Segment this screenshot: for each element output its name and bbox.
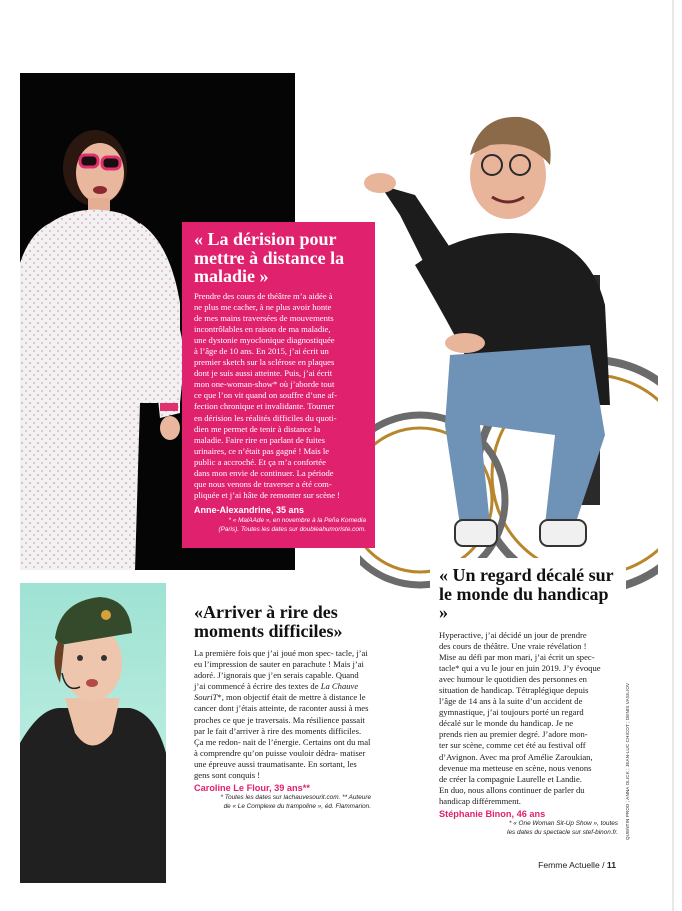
body-line: l’âge de 14 ans à la suite d’un accident de xyxy=(439,696,583,707)
photo-credit-text: QUENTIN PROD ; ANNA OLICK ; JEAN-LUC CHICOT ; DENIS VASILIOV xyxy=(625,682,630,840)
story-card-rire xyxy=(188,603,375,811)
body-line: gymnastique, j’ai toujours porté un regard xyxy=(439,707,584,718)
body-line: de mes mains traversées de mouvements xyxy=(194,312,334,323)
body-line: ce que l’on vit quand on souffre d’une af- xyxy=(194,390,338,401)
body-line: de créer la compagnie Laurelle et Landie. xyxy=(439,773,582,784)
story-card-derision xyxy=(182,222,375,548)
body-line: décalé sur le monde du handicap. Je ne xyxy=(439,718,574,729)
body-line: premier sketch sur la sclérose en plaques xyxy=(194,357,335,368)
footnote-line: * Toutes les dates sur lachauvesourit.com. ** Auteure xyxy=(220,794,371,802)
body-line: devenue ma metteuse en scène, nous venons xyxy=(439,762,592,773)
body-line: Hyperactive, j’ai décidé un jour de prendre xyxy=(439,629,587,640)
body-line: handicap différemment. xyxy=(439,795,521,806)
body-line: d’Avignon. Avec ma prof Amélie Zaroukian, xyxy=(439,751,593,762)
body-line: pliquée et j’ai hâte de remonter sur scène ! xyxy=(194,490,341,501)
body-line: à l’âge de 10 ans. En 2015, j’ai écrit un xyxy=(194,345,329,356)
body-line: des cours de théâtre. Une vraie révélation ! xyxy=(439,640,587,651)
page-footer xyxy=(538,860,616,870)
body-text: La première fois que j’ai joué mon spec- tacle, j’ai eu l’impression de sauter en parachute ! Mais j’ai adoré. J’ignorais que j’en serais capable. Quand j’ai commencé à écrire des textes de xyxy=(194,648,368,692)
page-number: 11 xyxy=(606,860,616,870)
body-line: que nous venons de traverser a été com- xyxy=(194,479,332,490)
body-line: Mise au défi par mon mari, j’ai écrit un spec- xyxy=(439,651,595,662)
body-line: urinaires, ce n’était pas gagné ! Mais le xyxy=(194,445,330,456)
photo-credit xyxy=(625,682,633,840)
story-footnote xyxy=(194,517,366,534)
story-body xyxy=(194,648,371,781)
story-signature: Caroline Le Flour, 39 ans** xyxy=(194,783,310,794)
body-line: prends rien au premier degré. J’adore mon- xyxy=(439,729,588,740)
story-card-handicap xyxy=(430,558,626,837)
footnote-line: * « MalAAde », en novembre à la Peña Komedia xyxy=(228,517,366,525)
body-line: mon one-woman-show* où j’aborde tout xyxy=(194,379,335,390)
story-signature: Stéphanie Binon, 46 ans xyxy=(439,809,546,819)
photo-performer-military-cap xyxy=(20,583,166,883)
footnote-line: les dates du spectacle sur stef-binon.fr. xyxy=(507,828,618,836)
footnote-line: * « One Woman Sit-Up Show », toutes xyxy=(508,820,618,827)
body-line: dans mon envie de continuer. La période xyxy=(194,468,334,478)
body-line: une dystonie myoclonique diagnostiquée xyxy=(194,334,335,345)
story-headline: «Arriver à rire des moments difficiles» xyxy=(194,602,343,641)
show-title: La Chauve SouriT xyxy=(194,681,359,703)
performer-wheelchair-illustration xyxy=(360,105,658,610)
body-line: ne plus me cacher, à ne plus avoir honte xyxy=(194,301,332,312)
story-headline: « La dérision pour mettre à distance la maladie » xyxy=(194,229,345,286)
body-line: dont je suis aussi atteinte. Puis, j’ai écrit xyxy=(194,368,333,379)
footer-separator: / xyxy=(599,860,607,870)
story-signature: Anne-Alexandrine, 35 ans xyxy=(194,505,305,516)
photo-performer-wheelchair xyxy=(360,105,658,610)
story-body xyxy=(439,630,618,808)
story-body xyxy=(194,291,366,502)
body-text: *, mon objectif était de mettre à distance le cancer dont j’étais atteinte, de raconter aussi à mes proches ce que je traversais. Ma résilience passait par le fait d’arriver à rire des moments difficiles. Ça me redon- nait de l’énergie. Certains ont du mal à comprendre qu’on puisse vouloir dédra- matiser une épreuve aussi traumatisante. En sortant, les gens sont conquis ! xyxy=(194,692,371,781)
magazine-name: Femme Actuelle xyxy=(538,860,600,870)
body-line: en dérision les réalités difficiles du quoti- xyxy=(194,412,337,423)
story-footnote xyxy=(439,820,618,837)
story-footnote xyxy=(194,794,371,811)
body-line: tacle* qui a vu le jour en juin 2019. J’y évoque xyxy=(439,662,601,673)
body-line: dien me permet de tenir à distance la xyxy=(194,423,321,434)
body-line: En duo, nous allons continuer de parler du xyxy=(439,784,585,795)
body-line: fection chronique et invalidante. Tourner xyxy=(194,401,335,412)
footnote-line: (Paris). Toutes les dates sur doubleahumoriste.com. xyxy=(218,525,366,533)
body-line: ter sur scène, comme cet été au festival off xyxy=(439,740,586,751)
body-line: avec humour le quotidien des personnes en xyxy=(439,673,587,684)
body-line: situation de handicap. Tétraplégique depuis xyxy=(439,684,589,695)
page-edge-divider xyxy=(672,0,674,911)
body-line: Prendre des cours de théâtre m’a aidée à xyxy=(194,290,333,301)
performer-cap-illustration xyxy=(20,583,166,883)
story-headline: « Un regard décalé sur le monde du handicap » xyxy=(439,565,614,622)
footnote-line: de « Le Complexe du trampoline », éd. Flammarion. xyxy=(223,802,371,810)
body-line: incontrôlables en raison de ma maladie, xyxy=(194,323,331,334)
body-line: public a accroché. Et ça m’a confortée xyxy=(194,456,326,467)
body-line: maladie. Faire rire en parlant de fuites xyxy=(194,434,325,445)
